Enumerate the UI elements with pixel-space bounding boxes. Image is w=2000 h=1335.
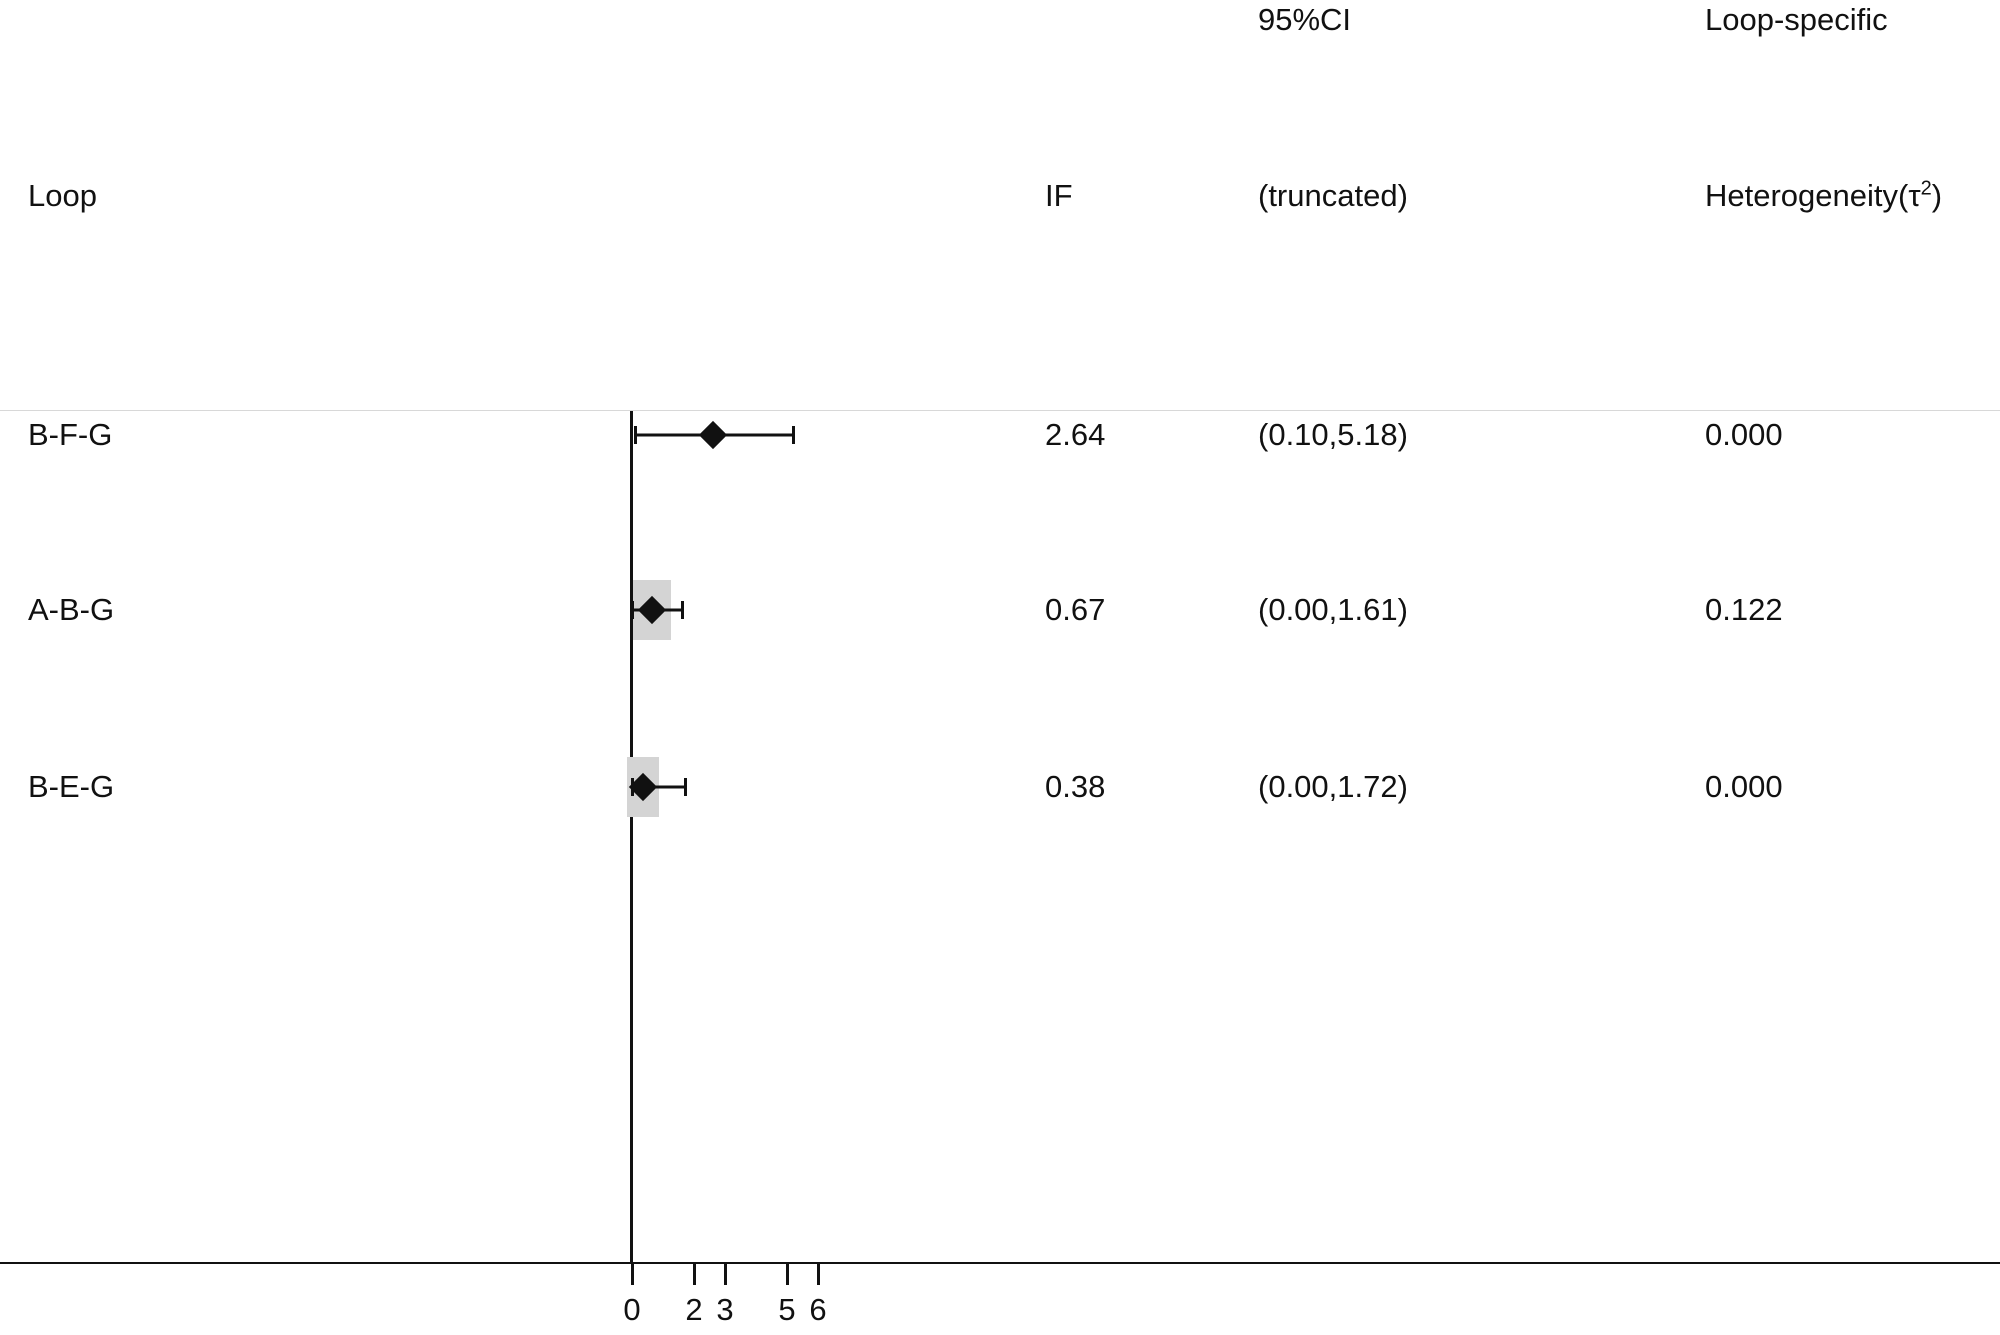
axis-tick-label: 0 — [623, 1292, 641, 1327]
column-header-heterogeneity-top: Loop-specific — [1705, 2, 1888, 37]
ci-cap-lower — [631, 601, 634, 619]
column-header-ci-top: 95%CI — [1258, 2, 1352, 37]
row-ci-value: (0.10,5.18) — [1258, 417, 1408, 452]
axis-tick-label: 6 — [809, 1292, 827, 1327]
row-loop-label: B-F-G — [28, 417, 113, 452]
heterogeneity-label-prefix: Heterogeneity(τ — [1705, 178, 1921, 213]
row-if-value: 2.64 — [1045, 417, 1106, 452]
forest-row — [0, 405, 2000, 465]
forest-row — [0, 580, 2000, 640]
point-estimate-marker — [699, 421, 727, 449]
column-header-ci-bottom: (truncated) — [1258, 178, 1408, 213]
column-header-if: IF — [1045, 178, 1073, 213]
column-header-loop: Loop — [28, 178, 97, 213]
row-loop-label: B-E-G — [28, 769, 115, 804]
zero-reference-line — [630, 411, 633, 1263]
ci-cap-upper — [792, 426, 795, 444]
axis-tick — [817, 1263, 820, 1285]
axis-tick-label: 5 — [778, 1292, 796, 1327]
axis-tick — [786, 1263, 789, 1285]
axis-tick-label: 3 — [716, 1292, 734, 1327]
row-if-value: 0.67 — [1045, 592, 1106, 627]
ci-cap-upper — [681, 601, 684, 619]
axis-tick — [724, 1263, 727, 1285]
row-heterogeneity-value: 0.122 — [1705, 592, 1783, 627]
heterogeneity-label-suffix: ) — [1931, 178, 1943, 213]
axis-tick-label: 2 — [685, 1292, 703, 1327]
row-heterogeneity-value: 0.000 — [1705, 769, 1783, 804]
row-ci-value: (0.00,1.61) — [1258, 592, 1408, 627]
row-heterogeneity-value: 0.000 — [1705, 417, 1783, 452]
row-loop-label: A-B-G — [28, 592, 115, 627]
forest-row — [0, 757, 2000, 817]
heterogeneity-label-superscript: 2 — [1920, 177, 1932, 200]
row-ci-value: (0.00,1.72) — [1258, 769, 1408, 804]
axis-tick — [631, 1263, 634, 1285]
row-if-value: 0.38 — [1045, 769, 1106, 804]
axis-tick — [693, 1263, 696, 1285]
ci-cap-upper — [684, 778, 687, 796]
axis-line — [0, 1262, 2000, 1264]
column-header-heterogeneity-bottom — [1705, 178, 1942, 214]
ci-cap-lower — [634, 426, 637, 444]
